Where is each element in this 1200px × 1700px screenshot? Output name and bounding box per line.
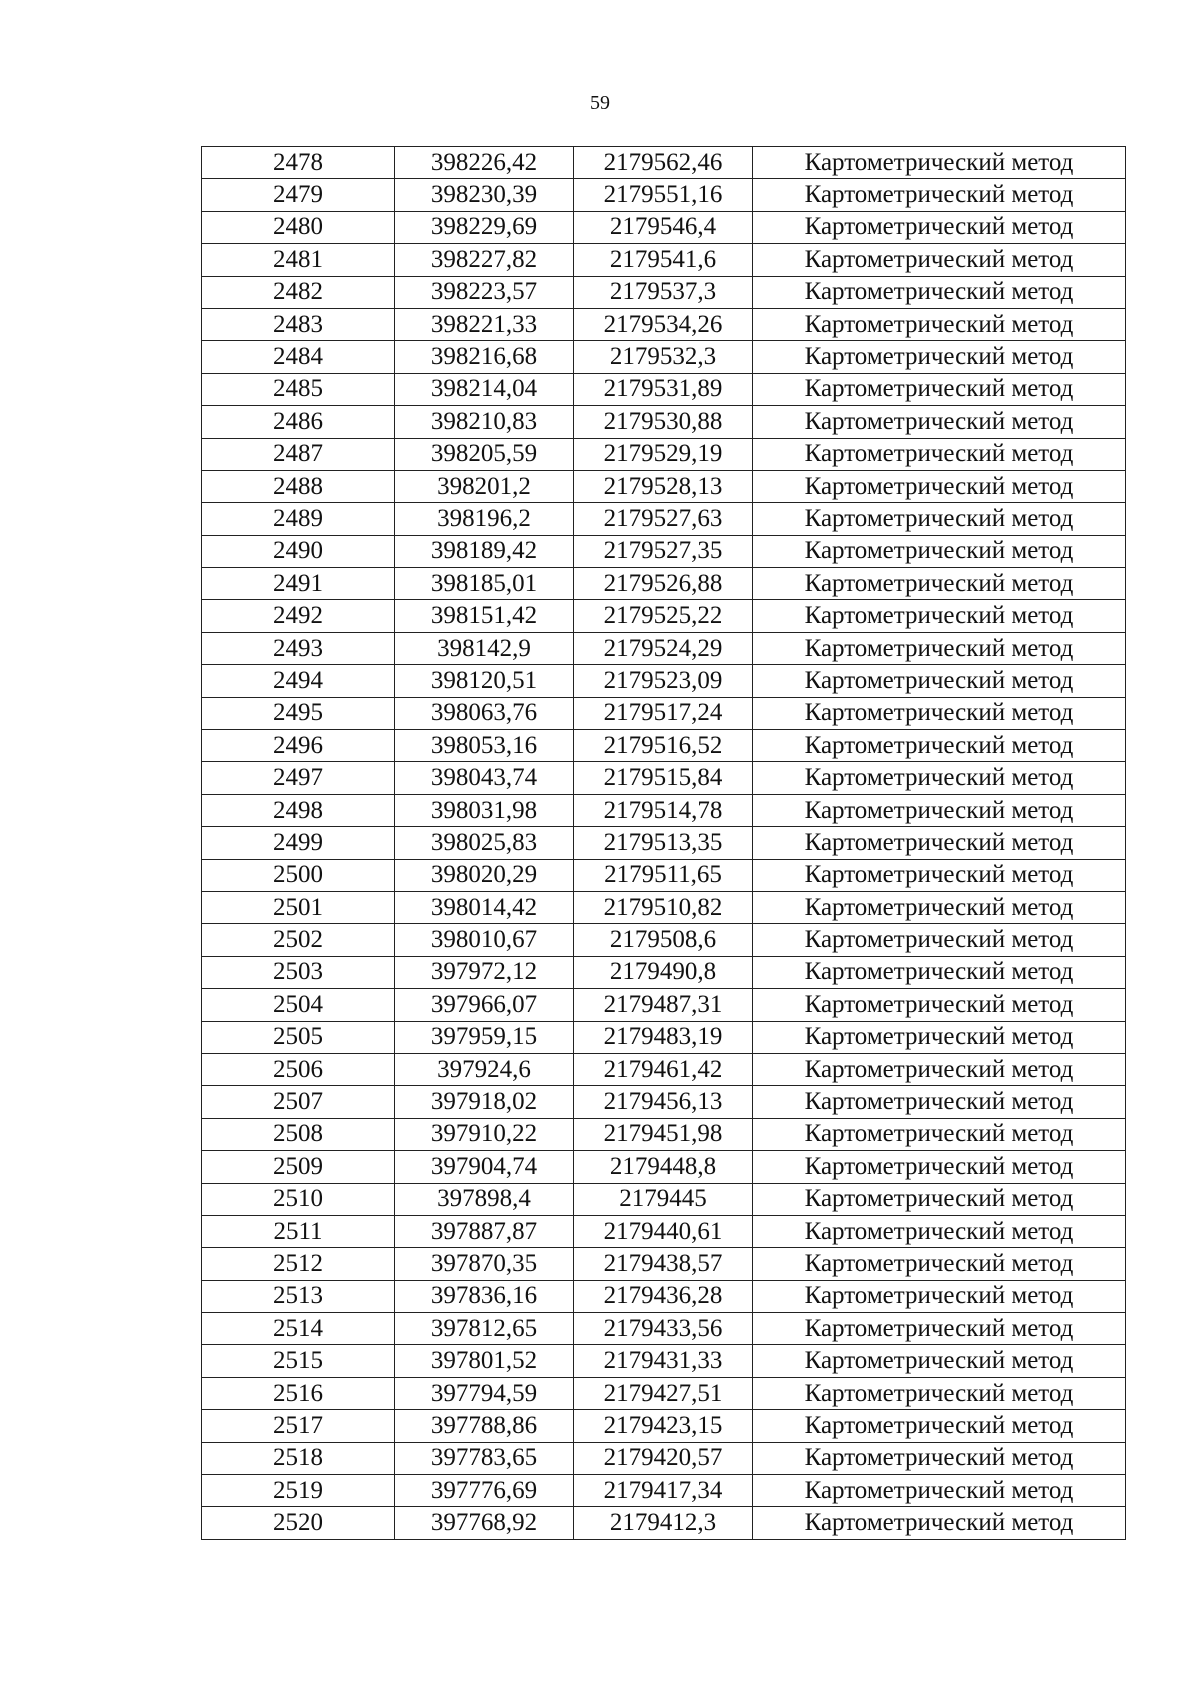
point-number-cell: 2485: [202, 373, 395, 405]
method-cell: Картометрический метод: [753, 503, 1126, 535]
table-row: [202, 794, 1126, 826]
table-row: [202, 179, 1126, 211]
y-coordinate-cell: 2179513,35: [574, 827, 753, 859]
method-cell: Картометрический метод: [753, 470, 1126, 502]
table-row: [202, 1442, 1126, 1474]
method-cell: Картометрический метод: [753, 373, 1126, 405]
x-coordinate-cell: 398229,69: [395, 211, 574, 243]
x-coordinate-cell: 398216,68: [395, 341, 574, 373]
x-coordinate-cell: 397801,52: [395, 1345, 574, 1377]
y-coordinate-cell: 2179534,26: [574, 308, 753, 340]
y-coordinate-cell: 2179531,89: [574, 373, 753, 405]
method-cell: Картометрический метод: [753, 1475, 1126, 1507]
method-cell: Картометрический метод: [753, 665, 1126, 697]
x-coordinate-cell: 397904,74: [395, 1151, 574, 1183]
x-coordinate-cell: 397918,02: [395, 1086, 574, 1118]
x-coordinate-cell: 397966,07: [395, 989, 574, 1021]
table-row: [202, 600, 1126, 632]
method-cell: Картометрический метод: [753, 794, 1126, 826]
x-coordinate-cell: 398020,29: [395, 859, 574, 891]
table-row: [202, 341, 1126, 373]
method-cell: Картометрический метод: [753, 406, 1126, 438]
y-coordinate-cell: 2179527,63: [574, 503, 753, 535]
point-number-cell: 2505: [202, 1021, 395, 1053]
point-number-cell: 2514: [202, 1313, 395, 1345]
x-coordinate-cell: 397924,6: [395, 1053, 574, 1085]
y-coordinate-cell: 2179461,42: [574, 1053, 753, 1085]
y-coordinate-cell: 2179440,61: [574, 1215, 753, 1247]
point-number-cell: 2520: [202, 1507, 395, 1539]
method-cell: Картометрический метод: [753, 211, 1126, 243]
table-row: [202, 1377, 1126, 1409]
y-coordinate-cell: 2179508,6: [574, 924, 753, 956]
table-row: [202, 1345, 1126, 1377]
method-cell: Картометрический метод: [753, 1183, 1126, 1215]
point-number-cell: 2495: [202, 697, 395, 729]
x-coordinate-cell: 398189,42: [395, 535, 574, 567]
y-coordinate-cell: 2179526,88: [574, 568, 753, 600]
y-coordinate-cell: 2179427,51: [574, 1377, 753, 1409]
method-cell: Картометрический метод: [753, 1151, 1126, 1183]
x-coordinate-cell: 398025,83: [395, 827, 574, 859]
point-number-cell: 2502: [202, 924, 395, 956]
table-row: [202, 1086, 1126, 1118]
method-cell: Картометрический метод: [753, 1377, 1126, 1409]
method-cell: Картометрический метод: [753, 859, 1126, 891]
method-cell: Картометрический метод: [753, 827, 1126, 859]
coordinates-table: [201, 146, 1126, 1540]
table-row: [202, 276, 1126, 308]
method-cell: Картометрический метод: [753, 632, 1126, 664]
point-number-cell: 2510: [202, 1183, 395, 1215]
y-coordinate-cell: 2179529,19: [574, 438, 753, 470]
table-row: [202, 924, 1126, 956]
point-number-cell: 2494: [202, 665, 395, 697]
x-coordinate-cell: 398043,74: [395, 762, 574, 794]
point-number-cell: 2499: [202, 827, 395, 859]
method-cell: Картометрический метод: [753, 341, 1126, 373]
point-number-cell: 2496: [202, 730, 395, 762]
x-coordinate-cell: 397768,92: [395, 1507, 574, 1539]
method-cell: Картометрический метод: [753, 1086, 1126, 1118]
x-coordinate-cell: 397783,65: [395, 1442, 574, 1474]
y-coordinate-cell: 2179524,29: [574, 632, 753, 664]
method-cell: Картометрический метод: [753, 1345, 1126, 1377]
point-number-cell: 2492: [202, 600, 395, 632]
y-coordinate-cell: 2179537,3: [574, 276, 753, 308]
point-number-cell: 2504: [202, 989, 395, 1021]
table-row: [202, 1053, 1126, 1085]
y-coordinate-cell: 2179417,34: [574, 1475, 753, 1507]
x-coordinate-cell: 397870,35: [395, 1248, 574, 1280]
point-number-cell: 2508: [202, 1118, 395, 1150]
x-coordinate-cell: 398223,57: [395, 276, 574, 308]
table-row: [202, 1118, 1126, 1150]
method-cell: Картометрический метод: [753, 924, 1126, 956]
x-coordinate-cell: 398063,76: [395, 697, 574, 729]
method-cell: Картометрический метод: [753, 276, 1126, 308]
x-coordinate-cell: 397776,69: [395, 1475, 574, 1507]
table-row: [202, 244, 1126, 276]
point-number-cell: 2500: [202, 859, 395, 891]
y-coordinate-cell: 2179456,13: [574, 1086, 753, 1118]
point-number-cell: 2490: [202, 535, 395, 567]
table-row: [202, 891, 1126, 923]
y-coordinate-cell: 2179412,3: [574, 1507, 753, 1539]
table-row: [202, 406, 1126, 438]
method-cell: Картометрический метод: [753, 179, 1126, 211]
table-row: [202, 1021, 1126, 1053]
point-number-cell: 2478: [202, 147, 395, 179]
point-number-cell: 2481: [202, 244, 395, 276]
coordinates-table-body: [202, 147, 1126, 1540]
y-coordinate-cell: 2179546,4: [574, 211, 753, 243]
method-cell: Картометрический метод: [753, 1313, 1126, 1345]
point-number-cell: 2480: [202, 211, 395, 243]
x-coordinate-cell: 398185,01: [395, 568, 574, 600]
method-cell: Картометрический метод: [753, 1410, 1126, 1442]
table-row: [202, 211, 1126, 243]
point-number-cell: 2516: [202, 1377, 395, 1409]
y-coordinate-cell: 2179517,24: [574, 697, 753, 729]
table-row: [202, 827, 1126, 859]
method-cell: Картометрический метод: [753, 762, 1126, 794]
method-cell: Картометрический метод: [753, 1248, 1126, 1280]
point-number-cell: 2493: [202, 632, 395, 664]
point-number-cell: 2506: [202, 1053, 395, 1085]
method-cell: Картометрический метод: [753, 600, 1126, 632]
table-row: [202, 730, 1126, 762]
method-cell: Картометрический метод: [753, 147, 1126, 179]
x-coordinate-cell: 397812,65: [395, 1313, 574, 1345]
method-cell: Картометрический метод: [753, 989, 1126, 1021]
y-coordinate-cell: 2179530,88: [574, 406, 753, 438]
point-number-cell: 2491: [202, 568, 395, 600]
table-row: [202, 147, 1126, 179]
x-coordinate-cell: 398010,67: [395, 924, 574, 956]
y-coordinate-cell: 2179541,6: [574, 244, 753, 276]
point-number-cell: 2479: [202, 179, 395, 211]
table-row: [202, 373, 1126, 405]
method-cell: Картометрический метод: [753, 244, 1126, 276]
y-coordinate-cell: 2179551,16: [574, 179, 753, 211]
point-number-cell: 2489: [202, 503, 395, 535]
method-cell: Картометрический метод: [753, 1507, 1126, 1539]
x-coordinate-cell: 398151,42: [395, 600, 574, 632]
method-cell: Картометрический метод: [753, 697, 1126, 729]
table-row: [202, 535, 1126, 567]
table-row: [202, 1313, 1126, 1345]
table-row: [202, 956, 1126, 988]
y-coordinate-cell: 2179528,13: [574, 470, 753, 502]
point-number-cell: 2512: [202, 1248, 395, 1280]
point-number-cell: 2517: [202, 1410, 395, 1442]
x-coordinate-cell: 398201,2: [395, 470, 574, 502]
point-number-cell: 2515: [202, 1345, 395, 1377]
point-number-cell: 2486: [202, 406, 395, 438]
x-coordinate-cell: 398221,33: [395, 308, 574, 340]
point-number-cell: 2501: [202, 891, 395, 923]
table-row: [202, 568, 1126, 600]
x-coordinate-cell: 397898,4: [395, 1183, 574, 1215]
x-coordinate-cell: 398031,98: [395, 794, 574, 826]
x-coordinate-cell: 398014,42: [395, 891, 574, 923]
y-coordinate-cell: 2179532,3: [574, 341, 753, 373]
y-coordinate-cell: 2179523,09: [574, 665, 753, 697]
x-coordinate-cell: 398230,39: [395, 179, 574, 211]
y-coordinate-cell: 2179433,56: [574, 1313, 753, 1345]
point-number-cell: 2484: [202, 341, 395, 373]
point-number-cell: 2487: [202, 438, 395, 470]
point-number-cell: 2513: [202, 1280, 395, 1312]
x-coordinate-cell: 398205,59: [395, 438, 574, 470]
point-number-cell: 2507: [202, 1086, 395, 1118]
method-cell: Картометрический метод: [753, 1442, 1126, 1474]
y-coordinate-cell: 2179525,22: [574, 600, 753, 632]
method-cell: Картометрический метод: [753, 891, 1126, 923]
x-coordinate-cell: 398210,83: [395, 406, 574, 438]
x-coordinate-cell: 397788,86: [395, 1410, 574, 1442]
x-coordinate-cell: 397959,15: [395, 1021, 574, 1053]
y-coordinate-cell: 2179510,82: [574, 891, 753, 923]
method-cell: Картометрический метод: [753, 568, 1126, 600]
point-number-cell: 2483: [202, 308, 395, 340]
table-row: [202, 1183, 1126, 1215]
y-coordinate-cell: 2179420,57: [574, 1442, 753, 1474]
method-cell: Картометрический метод: [753, 308, 1126, 340]
table-row: [202, 438, 1126, 470]
y-coordinate-cell: 2179448,8: [574, 1151, 753, 1183]
table-row: [202, 1248, 1126, 1280]
x-coordinate-cell: 398196,2: [395, 503, 574, 535]
y-coordinate-cell: 2179515,84: [574, 762, 753, 794]
x-coordinate-cell: 398227,82: [395, 244, 574, 276]
method-cell: Картометрический метод: [753, 730, 1126, 762]
method-cell: Картометрический метод: [753, 1021, 1126, 1053]
table-row: [202, 665, 1126, 697]
table-row: [202, 308, 1126, 340]
x-coordinate-cell: 398142,9: [395, 632, 574, 664]
y-coordinate-cell: 2179431,33: [574, 1345, 753, 1377]
x-coordinate-cell: 397910,22: [395, 1118, 574, 1150]
y-coordinate-cell: 2179487,31: [574, 989, 753, 1021]
x-coordinate-cell: 397887,87: [395, 1215, 574, 1247]
method-cell: Картометрический метод: [753, 1118, 1126, 1150]
table-row: [202, 632, 1126, 664]
point-number-cell: 2488: [202, 470, 395, 502]
method-cell: Картометрический метод: [753, 1053, 1126, 1085]
y-coordinate-cell: 2179514,78: [574, 794, 753, 826]
point-number-cell: 2503: [202, 956, 395, 988]
table-row: [202, 1280, 1126, 1312]
table-row: [202, 989, 1126, 1021]
x-coordinate-cell: 397972,12: [395, 956, 574, 988]
table-row: [202, 762, 1126, 794]
x-coordinate-cell: 398053,16: [395, 730, 574, 762]
y-coordinate-cell: 2179527,35: [574, 535, 753, 567]
point-number-cell: 2498: [202, 794, 395, 826]
y-coordinate-cell: 2179451,98: [574, 1118, 753, 1150]
x-coordinate-cell: 398214,04: [395, 373, 574, 405]
point-number-cell: 2518: [202, 1442, 395, 1474]
table-row: [202, 503, 1126, 535]
y-coordinate-cell: 2179445: [574, 1183, 753, 1215]
y-coordinate-cell: 2179423,15: [574, 1410, 753, 1442]
table-row: [202, 1507, 1126, 1539]
method-cell: Картометрический метод: [753, 1280, 1126, 1312]
method-cell: Картометрический метод: [753, 535, 1126, 567]
x-coordinate-cell: 397836,16: [395, 1280, 574, 1312]
y-coordinate-cell: 2179483,19: [574, 1021, 753, 1053]
x-coordinate-cell: 397794,59: [395, 1377, 574, 1409]
point-number-cell: 2482: [202, 276, 395, 308]
page-number: 59: [590, 92, 610, 114]
y-coordinate-cell: 2179562,46: [574, 147, 753, 179]
table-row: [202, 1475, 1126, 1507]
y-coordinate-cell: 2179438,57: [574, 1248, 753, 1280]
method-cell: Картометрический метод: [753, 956, 1126, 988]
y-coordinate-cell: 2179516,52: [574, 730, 753, 762]
method-cell: Картометрический метод: [753, 438, 1126, 470]
table-row: [202, 1151, 1126, 1183]
method-cell: Картометрический метод: [753, 1215, 1126, 1247]
table-row: [202, 859, 1126, 891]
y-coordinate-cell: 2179490,8: [574, 956, 753, 988]
y-coordinate-cell: 2179511,65: [574, 859, 753, 891]
point-number-cell: 2509: [202, 1151, 395, 1183]
x-coordinate-cell: 398226,42: [395, 147, 574, 179]
point-number-cell: 2497: [202, 762, 395, 794]
point-number-cell: 2511: [202, 1215, 395, 1247]
x-coordinate-cell: 398120,51: [395, 665, 574, 697]
point-number-cell: 2519: [202, 1475, 395, 1507]
table-row: [202, 1410, 1126, 1442]
table-row: [202, 697, 1126, 729]
table-row: [202, 1215, 1126, 1247]
y-coordinate-cell: 2179436,28: [574, 1280, 753, 1312]
table-row: [202, 470, 1126, 502]
